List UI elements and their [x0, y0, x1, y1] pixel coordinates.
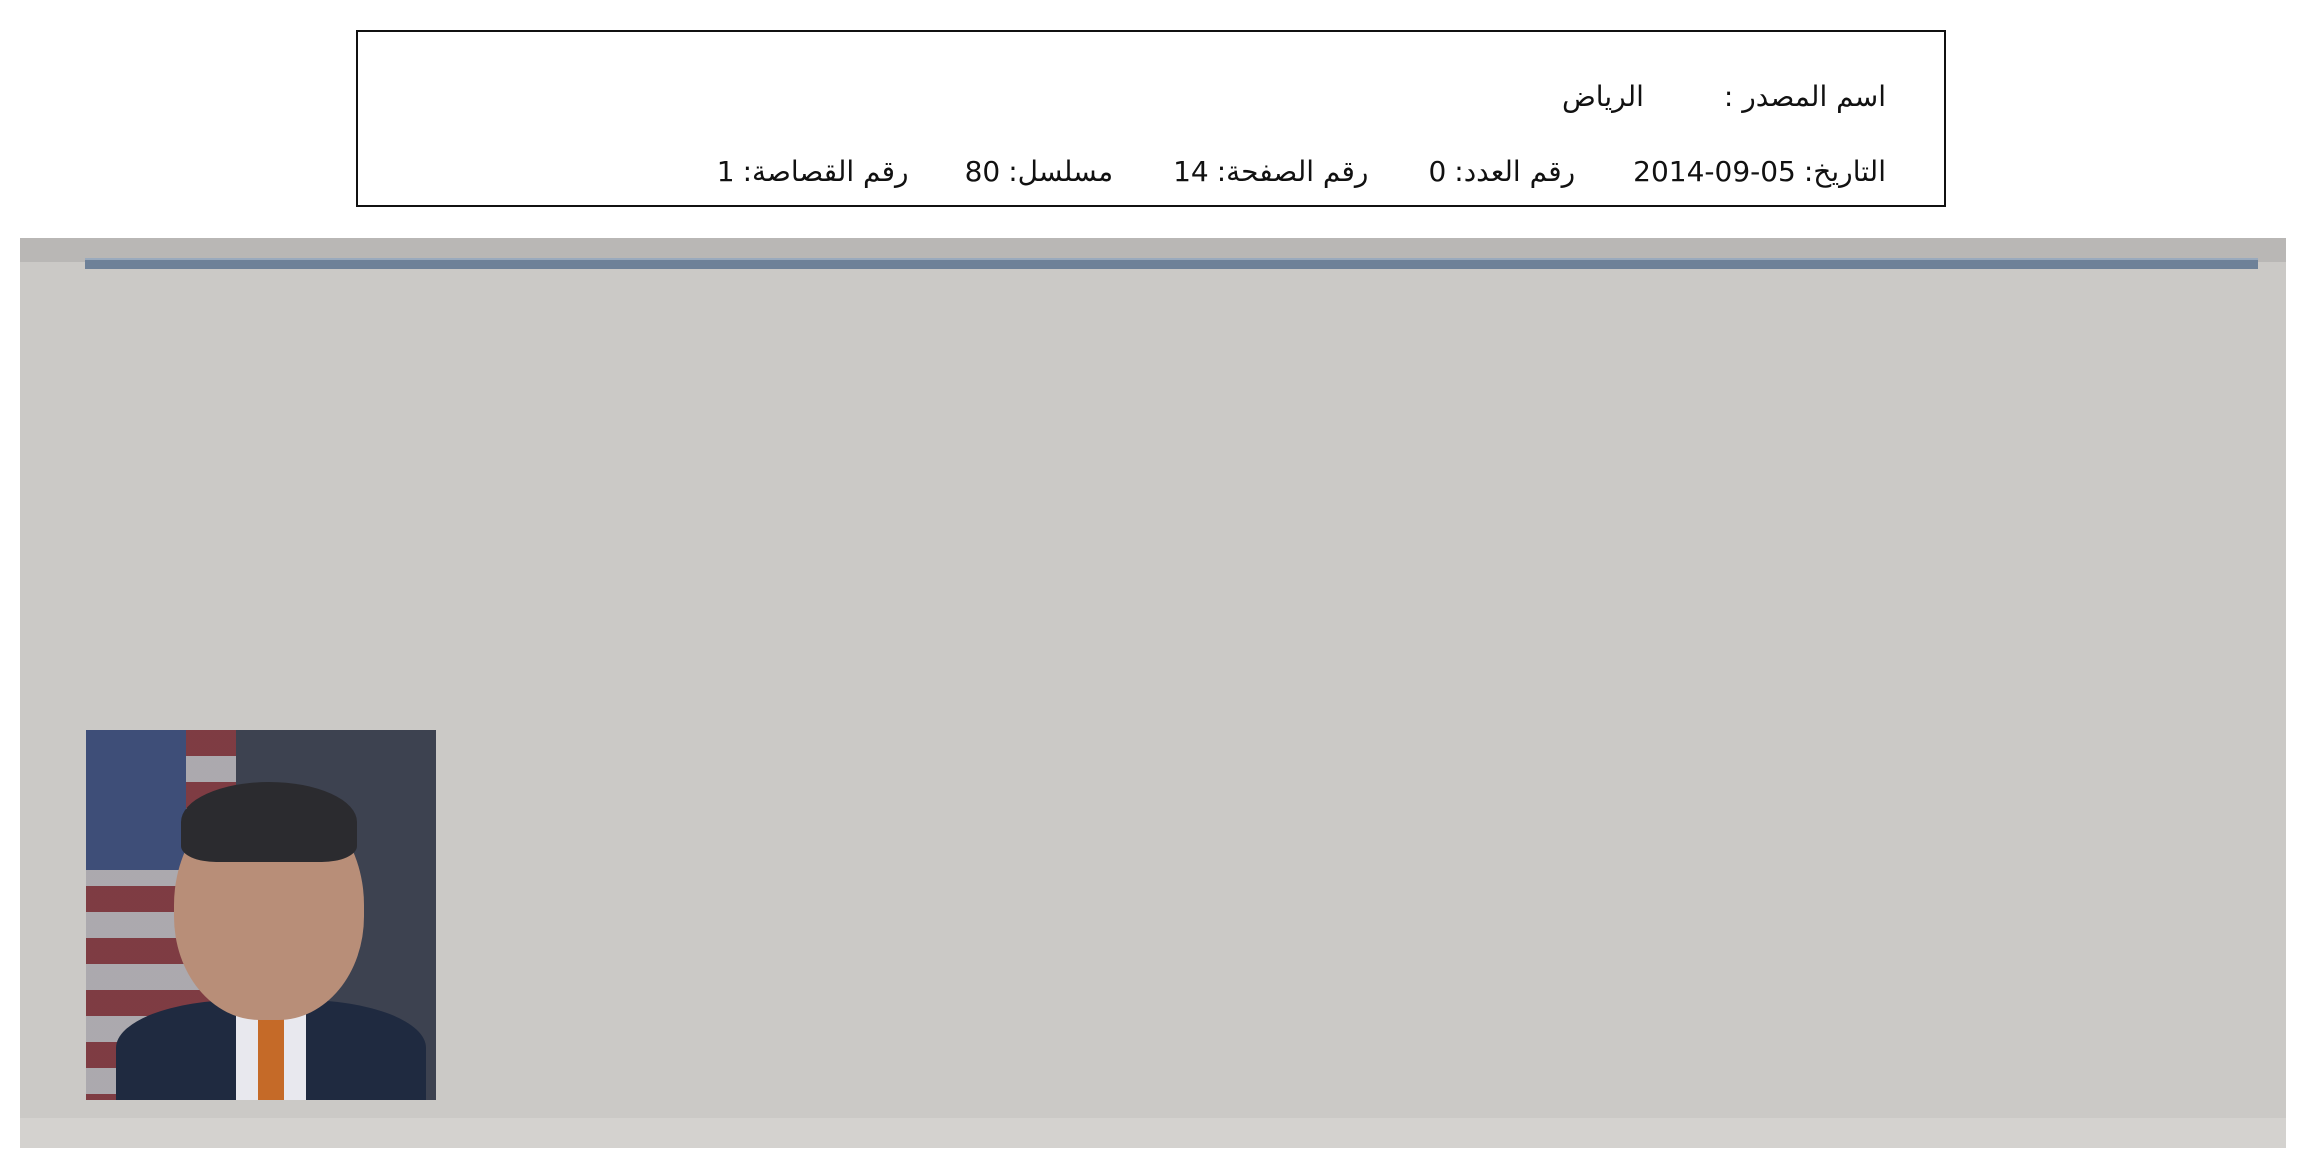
serial-field [965, 155, 1114, 188]
source-label: اسم المصدر : [1723, 80, 1886, 113]
scan-bottom-strip [20, 1118, 2286, 1148]
date-label: التاريخ: [1803, 155, 1886, 188]
page-label: رقم الصفحة: [1216, 155, 1369, 188]
author-photo [86, 730, 436, 1100]
date-field [1633, 155, 1886, 188]
clip-label: رقم القصاصة: [742, 155, 909, 188]
newspaper-clipping-scan [20, 238, 2286, 1148]
source-value: الرياض [1561, 80, 1644, 113]
clip-value: 1 [716, 155, 735, 188]
page-value: 14 [1173, 155, 1209, 188]
masthead-rule [85, 258, 2258, 269]
source-row [1562, 80, 1886, 113]
date-value: 2014-09-05 [1633, 155, 1796, 188]
photo-hair [181, 782, 357, 862]
details-row [717, 155, 1886, 188]
clip-field [717, 155, 909, 188]
serial-value: 80 [964, 155, 1001, 188]
flag-canton [86, 730, 186, 870]
issue-value: 0 [1428, 155, 1447, 188]
metadata-box [356, 30, 1946, 207]
issue-label: رقم العدد: [1454, 155, 1576, 188]
issue-field [1428, 155, 1575, 188]
serial-label: مسلسل: [1008, 155, 1114, 188]
page-field [1173, 155, 1368, 188]
